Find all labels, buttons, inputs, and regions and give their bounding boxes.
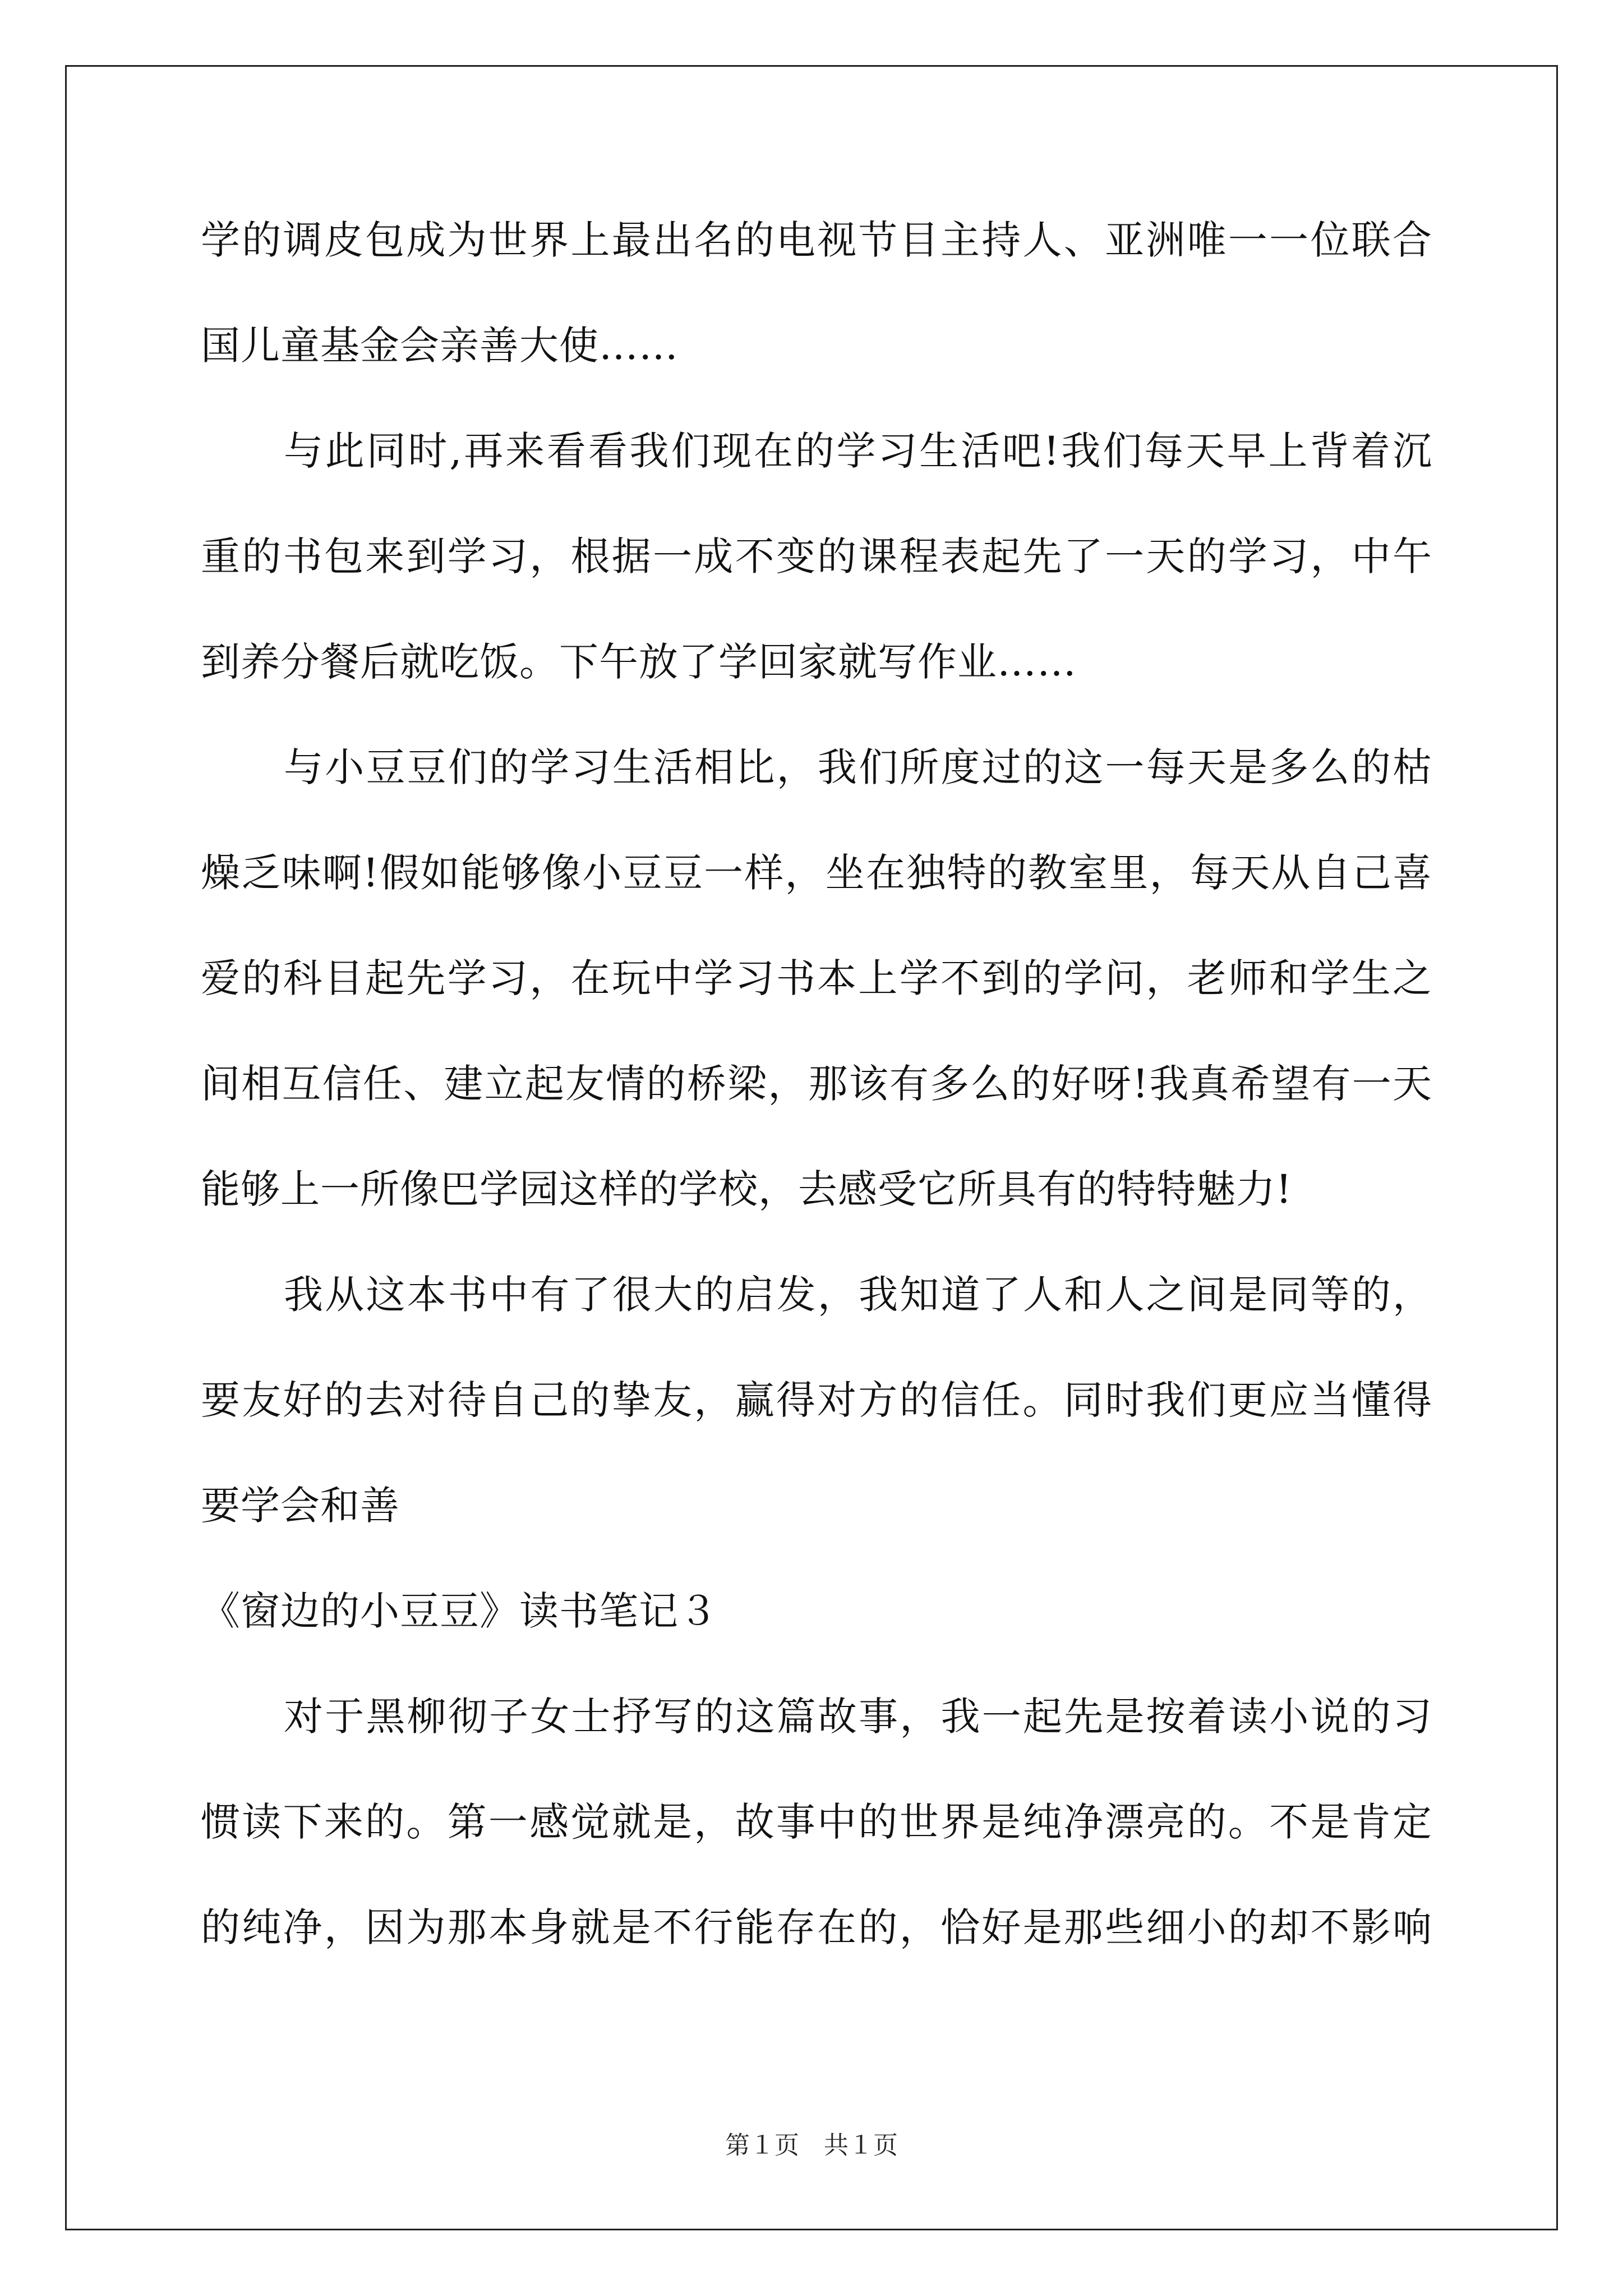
text-line: 要学会和善 xyxy=(201,1483,400,1529)
paragraph-start-line: 我从这本书中有了很大的启发，我知道了人和人之间是同等的， xyxy=(284,1272,1432,1318)
paragraph-start-line: 对于黑柳彻子女士抒写的这篇故事，我一起先是按着读小说的习 xyxy=(284,1694,1432,1740)
text-line: 要友好的去对待自己的挚友，赢得对方的信任。同时我们更应当懂得 xyxy=(201,1377,1432,1423)
text-line: 学的调皮包成为世界上最出名的电视节目主持人、亚洲唯一一位联合 xyxy=(201,217,1432,263)
text-line: 重的书包来到学习，根据一成不变的课程表起先了一天的学习，中午 xyxy=(201,533,1432,579)
text-line: 的纯净，因为那本身就是不行能存在的，恰好是那些细小的却不影响 xyxy=(201,1904,1432,1950)
paragraph-start-line: 与此同时,再来看看我们现在的学习生活吧!我们每天早上背着沉 xyxy=(284,428,1432,474)
text-line: 燥乏味啊!假如能够像小豆豆一样，坐在独特的教室里，每天从自己喜 xyxy=(201,850,1432,896)
text-line: 惯读下来的。第一感觉就是，故事中的世界是纯净漂亮的。不是肯定 xyxy=(201,1799,1432,1845)
text-line: 爱的科目起先学习，在玩中学习书本上学不到的学问，老师和学生之 xyxy=(201,955,1432,1001)
text-line: 国儿童基金会亲善大使…… xyxy=(201,323,679,369)
text-line: 到养分餐后就吃饭。下午放了学回家就写作业…… xyxy=(201,639,1077,685)
section-heading: 《窗边的小豆豆》读书笔记３ xyxy=(201,1588,718,1634)
text-line: 能够上一所像巴学园这样的学校，去感受它所具有的特特魅力! xyxy=(201,1166,1293,1212)
paragraph-start-line: 与小豆豆们的学习生活相比，我们所度过的这一每天是多么的枯 xyxy=(284,744,1432,790)
document-body xyxy=(201,210,1432,2003)
text-line: 间相互信任、建立起友情的桥梁，那该有多么的好呀!我真希望有一天 xyxy=(201,1061,1432,1107)
page-footer: 第１页 共１页 xyxy=(725,2131,898,2160)
